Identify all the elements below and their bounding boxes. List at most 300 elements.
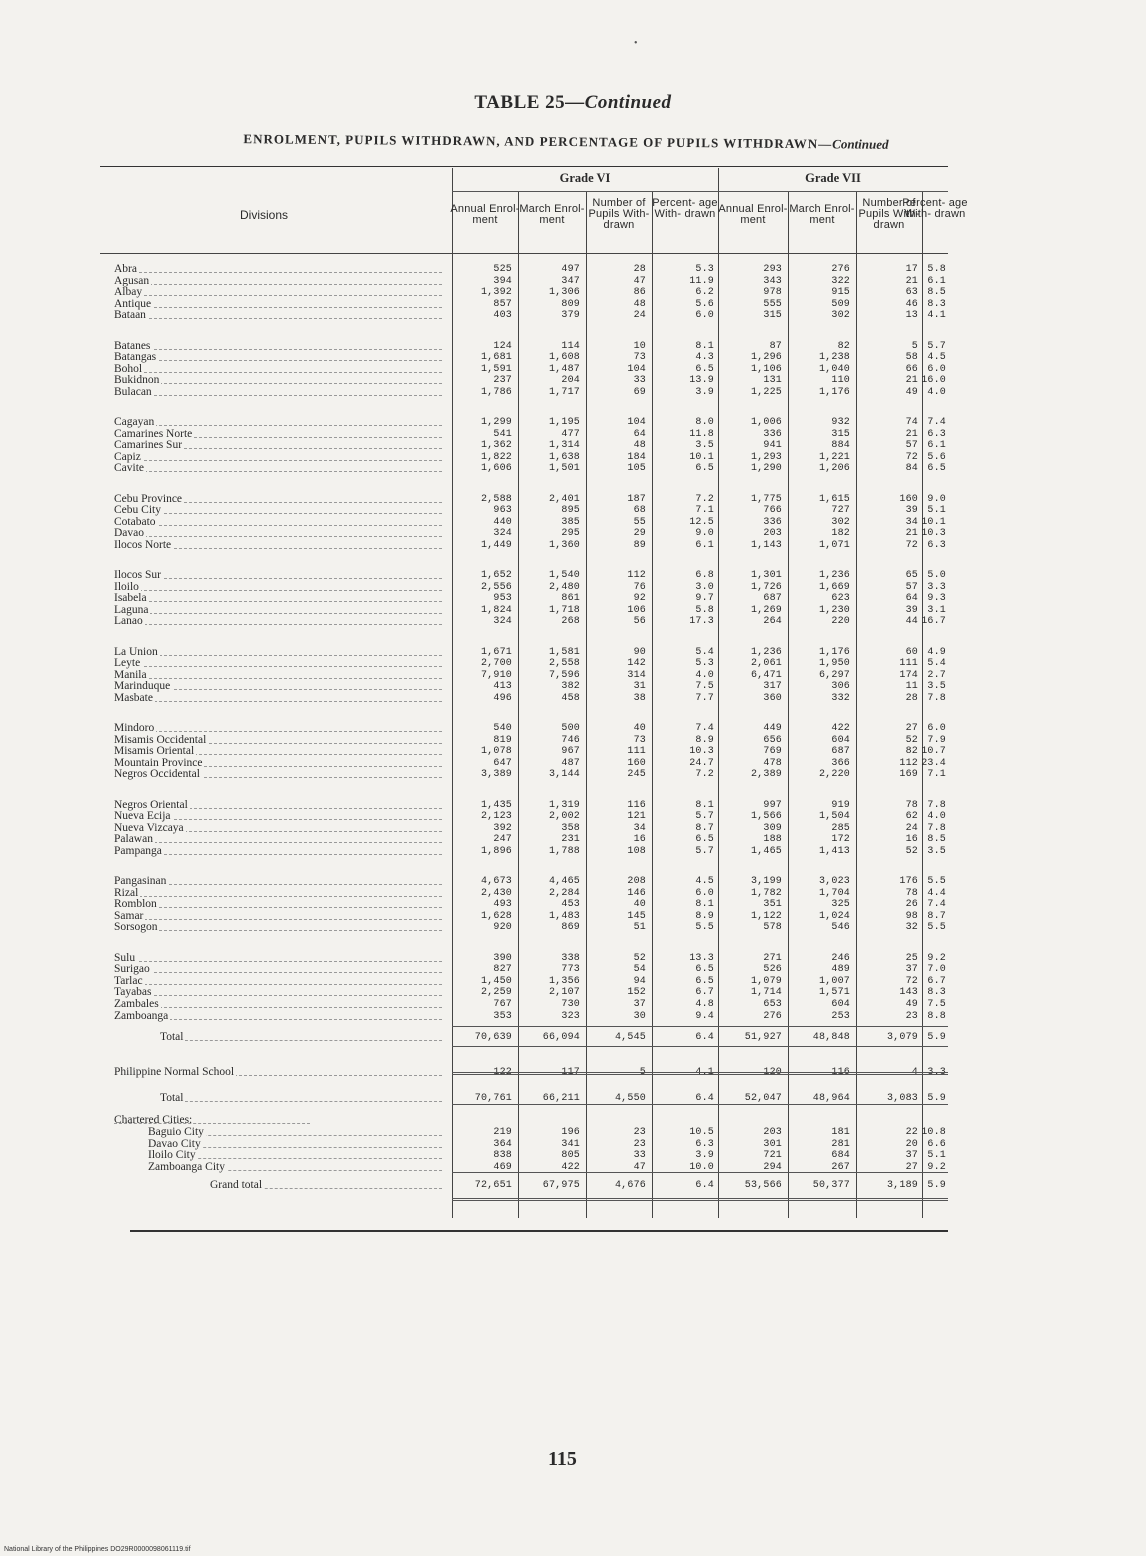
cell-value: 73	[633, 352, 646, 363]
cell-value: 1,392	[480, 287, 512, 298]
cell-value: 526	[763, 964, 782, 975]
division-name	[114, 888, 446, 899]
division-label: Sorsogon	[114, 922, 158, 933]
cell-value: 7.8	[927, 822, 946, 834]
cell-value: 120	[763, 1067, 782, 1078]
cell-value: 489	[831, 964, 850, 975]
cell-value: 203	[763, 1127, 782, 1138]
cell-value: 106	[627, 604, 646, 616]
division-label: Cotabato	[114, 516, 156, 528]
cell-value: 3,083	[886, 1093, 918, 1104]
cell-value: 293	[763, 264, 782, 275]
cell-value: 338	[561, 952, 580, 964]
cell-value: 392	[493, 822, 512, 834]
table-row	[0, 1150, 1146, 1161]
division-label: Ilocos Norte	[114, 539, 172, 551]
cell-value: 1,206	[818, 463, 850, 474]
cell-value: 385	[561, 516, 580, 528]
table-row	[0, 1180, 1146, 1191]
cell-value: 1,615	[818, 493, 850, 505]
table-row	[0, 593, 1146, 604]
cell-value: 2.7	[927, 669, 946, 681]
cell-value: 39	[905, 604, 918, 616]
table-row	[0, 658, 1146, 669]
cell-value: 978	[763, 287, 782, 298]
division-label: Nueva Ecija	[114, 811, 171, 822]
cell-value: 394	[493, 275, 512, 287]
division-label: Tarlac	[114, 975, 143, 987]
division-name	[114, 264, 446, 275]
cell-value: 73	[633, 734, 646, 746]
division-name	[114, 899, 446, 910]
subtitle-continued: Continued	[832, 136, 889, 152]
cell-value: 953	[493, 593, 512, 604]
summary-rule	[452, 1104, 948, 1105]
cell-value: 1,788	[548, 845, 580, 857]
cell-value: 10.8	[921, 1127, 946, 1138]
cell-value: 10.1	[689, 451, 714, 463]
division-name	[114, 647, 446, 658]
cell-value: 1,504	[818, 811, 850, 822]
table-row	[0, 723, 1146, 734]
cell-value: 1,356	[548, 975, 580, 987]
cell-value: 294	[763, 1161, 782, 1173]
cell-value: 2,002	[548, 811, 580, 822]
cell-value: 1,483	[548, 910, 580, 922]
table-row	[0, 264, 1146, 275]
cell-value: 1,106	[750, 363, 782, 375]
cell-value: 1,450	[480, 975, 512, 987]
cell-value: 8.7	[927, 910, 946, 922]
division-name	[114, 341, 446, 352]
cell-value: 3,389	[480, 769, 512, 780]
cell-value: 540	[493, 723, 512, 734]
division-name	[114, 463, 446, 474]
division-name	[114, 287, 446, 298]
column-heading: March Enrol- ment	[519, 203, 585, 226]
division-name	[114, 440, 446, 451]
cell-value: 146	[627, 887, 646, 899]
table-row	[0, 375, 1146, 386]
column-heading: Annual Enrol- ment	[450, 203, 520, 226]
table-row	[0, 876, 1146, 887]
cell-value: 2,220	[818, 769, 850, 780]
cell-value: 8.9	[695, 734, 714, 746]
cell-value: 555	[763, 298, 782, 310]
cell-value: 884	[831, 440, 850, 451]
cell-value: 1,704	[818, 887, 850, 899]
division-label: Lanao	[114, 616, 143, 627]
divisions-heading: Divisions	[240, 208, 289, 222]
cell-value: 1,571	[818, 987, 850, 998]
cell-value: 1,293	[750, 451, 782, 463]
cell-value: 182	[831, 528, 850, 539]
cell-value: 1,306	[548, 287, 580, 298]
cell-value: 1,314	[548, 440, 580, 451]
cell-value: 10.3	[689, 746, 714, 757]
cell-value: 1,896	[480, 845, 512, 857]
cell-value: 1,822	[480, 451, 512, 463]
cell-value: 496	[493, 692, 512, 704]
division-label: Leyte	[114, 658, 141, 669]
cell-value: 64	[633, 428, 646, 440]
cell-value: 5	[639, 1067, 646, 1078]
cell-value: 58	[905, 352, 918, 363]
cell-value: 1,296	[750, 352, 782, 363]
cell-value: 39	[905, 505, 918, 516]
cell-value: 1,362	[480, 440, 512, 451]
cell-value: 306	[831, 681, 850, 692]
cell-value: 477	[561, 428, 580, 440]
table-row	[0, 605, 1146, 616]
cell-value: 5.1	[927, 505, 946, 516]
cell-value: 40	[633, 723, 646, 734]
cell-value: 3.3	[927, 581, 946, 593]
cell-value: 766	[763, 505, 782, 516]
division-name	[114, 769, 446, 780]
division-label: Ilocos Sur	[114, 570, 161, 581]
cell-value: 122	[493, 1067, 512, 1078]
cell-value: 160	[627, 757, 646, 769]
cell-value: 6.1	[927, 275, 946, 287]
cell-value: 92	[633, 593, 646, 604]
cell-value: 208	[627, 876, 646, 887]
cell-value: 1,726	[750, 581, 782, 593]
cell-value: 253	[831, 1011, 850, 1022]
division-name	[114, 987, 446, 998]
cell-value: 353	[493, 1011, 512, 1022]
cell-value: 7,596	[548, 669, 580, 681]
table-row	[0, 528, 1146, 539]
cell-value: 124	[493, 340, 512, 352]
cell-value: 4.1	[695, 1067, 714, 1078]
cell-value: 727	[831, 505, 850, 516]
cell-value: 9.2	[927, 952, 946, 964]
table-title	[0, 92, 1146, 114]
cell-value: 3.5	[927, 845, 946, 857]
division-label: Batanes	[114, 340, 151, 352]
table-continued: Continued	[584, 92, 672, 113]
cell-value: 604	[831, 734, 850, 746]
cell-value: 478	[763, 757, 782, 769]
cell-value: 1,786	[480, 386, 512, 398]
table-row	[0, 494, 1146, 505]
cell-value: 219	[493, 1127, 512, 1138]
cell-value: 3.9	[695, 386, 714, 398]
cell-value: 4.1	[927, 310, 946, 321]
cell-value: 276	[831, 264, 850, 275]
cell-value: 111	[899, 658, 918, 669]
division-name	[114, 922, 446, 933]
cell-value: 17.3	[689, 616, 714, 627]
cell-value: 4,545	[614, 1032, 646, 1043]
grade-vi-heading: Grade VI	[559, 171, 611, 185]
cell-value: 6.0	[695, 887, 714, 899]
cell-value: 30	[633, 1011, 646, 1022]
division-label: Abra	[114, 264, 137, 275]
cell-value: 6.7	[927, 975, 946, 987]
cell-value: 10.5	[689, 1127, 714, 1138]
cell-value: 4.9	[927, 646, 946, 658]
cell-value: 3.9	[695, 1150, 714, 1161]
division-name	[114, 570, 446, 581]
cell-value: 5.5	[695, 922, 714, 933]
division-name	[114, 352, 446, 363]
cell-value: 1,413	[818, 845, 850, 857]
cell-value: 184	[627, 451, 646, 463]
summary-rule	[452, 1046, 948, 1047]
division-name	[148, 1139, 446, 1150]
cell-value: 86	[633, 287, 646, 298]
division-label: Cebu Province	[114, 493, 183, 505]
cell-value: 176	[899, 876, 918, 887]
cell-value: 1,319	[548, 799, 580, 811]
cell-value: 4,465	[548, 876, 580, 887]
division-label: Antique	[114, 298, 152, 310]
cell-value: 324	[493, 616, 512, 627]
division-name	[210, 1180, 446, 1191]
cell-value: 315	[831, 428, 850, 440]
division-name	[114, 299, 446, 310]
cell-value: 2,430	[480, 887, 512, 899]
cell-value: 108	[627, 845, 646, 857]
cell-value: 6.5	[695, 463, 714, 474]
division-label: Masbate	[114, 692, 153, 704]
cell-value: 932	[831, 417, 850, 428]
table-row	[0, 570, 1146, 581]
cell-value: 458	[561, 692, 580, 704]
cell-value: 332	[831, 692, 850, 704]
table-row	[0, 429, 1146, 440]
cell-value: 317	[763, 681, 782, 692]
table-row	[0, 888, 1146, 899]
cell-value: 7.8	[927, 799, 946, 811]
cell-value: 422	[561, 1161, 580, 1173]
cell-value: 65	[905, 570, 918, 581]
table-row	[0, 899, 1146, 910]
cell-value: 9.3	[927, 593, 946, 604]
division-label: Davao	[114, 528, 145, 539]
summary-rule	[452, 1026, 948, 1027]
cell-value: 10.1	[921, 516, 946, 528]
cell-value: 11.8	[689, 428, 714, 440]
division-label: Davao City	[148, 1138, 201, 1150]
cell-value: 24.7	[689, 757, 714, 769]
division-name	[114, 1011, 446, 1022]
column-heading: Percent- age With- drawn	[652, 197, 718, 220]
cell-value: 160	[899, 493, 918, 505]
cell-value: 49	[905, 386, 918, 398]
column-heading: Annual Enrol- ment	[718, 203, 788, 226]
cell-value: 10.7	[921, 746, 946, 757]
table-row	[0, 287, 1146, 298]
cell-value: 204	[561, 375, 580, 386]
division-label: Zambales	[114, 998, 159, 1010]
cell-value: 281	[831, 1138, 850, 1150]
page-number: 115	[548, 1448, 577, 1470]
cell-value: 920	[493, 922, 512, 933]
cell-value: 11	[905, 681, 918, 692]
cell-value: 3,079	[886, 1032, 918, 1043]
cell-value: 9.4	[695, 1011, 714, 1022]
cell-value: 869	[561, 922, 580, 933]
cell-value: 3.5	[695, 440, 714, 451]
cell-value: 746	[561, 734, 580, 746]
cell-value: 1,465	[750, 845, 782, 857]
chartered-cities-heading	[0, 1115, 1146, 1126]
cell-value: 1,449	[480, 539, 512, 551]
division-name	[114, 681, 446, 692]
cell-value: 413	[493, 681, 512, 692]
cell-value: 9.7	[695, 593, 714, 604]
cell-value: 112	[899, 757, 918, 769]
table-row	[0, 1139, 1146, 1150]
cell-value: 90	[633, 646, 646, 658]
cell-value: 49	[905, 998, 918, 1010]
cell-value: 67,975	[542, 1180, 580, 1191]
cell-value: 1,230	[818, 604, 850, 616]
cell-value: 7.2	[695, 493, 714, 505]
cell-value: 285	[831, 822, 850, 834]
cell-value: 769	[763, 746, 782, 757]
division-name	[114, 505, 446, 516]
division-name	[114, 758, 446, 769]
cell-value: 104	[627, 363, 646, 375]
cell-value: 1,360	[548, 539, 580, 551]
cell-value: 6.4	[695, 1180, 714, 1191]
division-name	[114, 310, 446, 321]
division-label: Manila	[114, 669, 147, 681]
cell-value: 8.9	[695, 910, 714, 922]
cell-value: 174	[899, 669, 918, 681]
bottom-rule	[130, 1230, 948, 1232]
cell-value: 70,639	[474, 1032, 512, 1043]
cell-value: 57	[905, 440, 918, 451]
cell-value: 336	[763, 428, 782, 440]
cell-value: 16.7	[921, 616, 946, 627]
cell-value: 1,566	[750, 811, 782, 822]
division-label: Philippine Normal School	[114, 1067, 235, 1078]
cell-value: 2,284	[548, 887, 580, 899]
cell-value: 6.7	[695, 987, 714, 998]
cell-value: 578	[763, 922, 782, 933]
cell-value: 247	[493, 834, 512, 845]
cell-value: 276	[763, 1011, 782, 1022]
cell-value: 2,401	[548, 493, 580, 505]
cell-value: 52,047	[744, 1093, 782, 1104]
division-name	[114, 582, 446, 593]
division-name	[114, 387, 446, 398]
cell-value: 1,024	[818, 910, 850, 922]
cell-value: 941	[763, 440, 782, 451]
cell-value: 5	[911, 340, 918, 352]
table-row	[0, 846, 1146, 857]
cell-value: 3,023	[818, 876, 850, 887]
cell-value: 1,269	[750, 604, 782, 616]
cell-value: 773	[561, 964, 580, 975]
division-label: Zamboanga City	[148, 1161, 225, 1173]
cell-value: 6.5	[695, 834, 714, 845]
division-label: Nueva Vizcaya	[114, 822, 184, 834]
cell-value: 51	[633, 922, 646, 933]
cell-value: 730	[561, 998, 580, 1010]
cell-value: 7.2	[695, 769, 714, 780]
division-label: Bukidnon	[114, 375, 160, 386]
cell-value: 546	[831, 922, 850, 933]
cell-value: 78	[905, 799, 918, 811]
division-label: Capiz	[114, 451, 141, 463]
table-row	[0, 670, 1146, 681]
cell-value: 3.1	[927, 604, 946, 616]
table-row	[0, 1162, 1146, 1173]
cell-value: 62	[905, 811, 918, 822]
scan-footer: National Library of the Philippines DO29R0000098061119.tif	[4, 1546, 191, 1553]
cell-value: 1,487	[548, 363, 580, 375]
cell-value: 21	[905, 528, 918, 539]
column-heading: Number of Pupils With- drawn	[858, 197, 920, 231]
cell-value: 12.5	[689, 516, 714, 528]
division-label: Negros Occidental	[114, 769, 200, 780]
cell-value: 143	[899, 987, 918, 998]
cell-value: 181	[831, 1127, 850, 1138]
cell-value: 1,717	[548, 386, 580, 398]
cell-value: 245	[627, 769, 646, 780]
division-name	[114, 846, 446, 857]
summary-rule	[452, 1198, 948, 1201]
cell-value: 4.3	[695, 352, 714, 363]
division-label: Camarines Sur	[114, 440, 183, 451]
cell-value: 8.1	[695, 899, 714, 910]
cell-value: 22	[905, 1127, 918, 1138]
cell-value: 187	[627, 493, 646, 505]
cell-value: 6,471	[750, 669, 782, 681]
cell-value: 379	[561, 310, 580, 321]
table-row	[0, 505, 1146, 516]
cell-value: 7.9	[927, 734, 946, 746]
cell-value: 1,236	[750, 646, 782, 658]
cell-value: 341	[561, 1138, 580, 1150]
cell-value: 37	[905, 1150, 918, 1161]
cell-value: 963	[493, 505, 512, 516]
cell-value: 1,540	[548, 570, 580, 581]
cell-value: 6.3	[927, 539, 946, 551]
table-row	[0, 735, 1146, 746]
division-label: Bulacan	[114, 386, 152, 398]
cell-value: 541	[493, 428, 512, 440]
column-heading: March Enrol- ment	[789, 203, 855, 226]
cell-value: 6.6	[927, 1138, 946, 1150]
cell-value: 8.0	[695, 417, 714, 428]
cell-value: 5.7	[927, 340, 946, 352]
division-label: Laguna	[114, 604, 149, 616]
division-label: Batangas	[114, 352, 157, 363]
cell-value: 3,199	[750, 876, 782, 887]
table-row	[0, 922, 1146, 933]
cell-value: 82	[837, 340, 850, 352]
cell-value: 74	[905, 417, 918, 428]
cell-value: 23	[633, 1127, 646, 1138]
cell-value: 169	[899, 769, 918, 780]
cell-value: 5.9	[927, 1032, 946, 1043]
cell-value: 51,927	[744, 1032, 782, 1043]
cell-value: 44	[905, 616, 918, 627]
cell-value: 7.0	[927, 964, 946, 975]
cell-value: 358	[561, 822, 580, 834]
division-label: Surigao	[114, 964, 150, 975]
division-label: Samar	[114, 910, 144, 922]
cell-value: 323	[561, 1011, 580, 1022]
cell-value: 68	[633, 505, 646, 516]
